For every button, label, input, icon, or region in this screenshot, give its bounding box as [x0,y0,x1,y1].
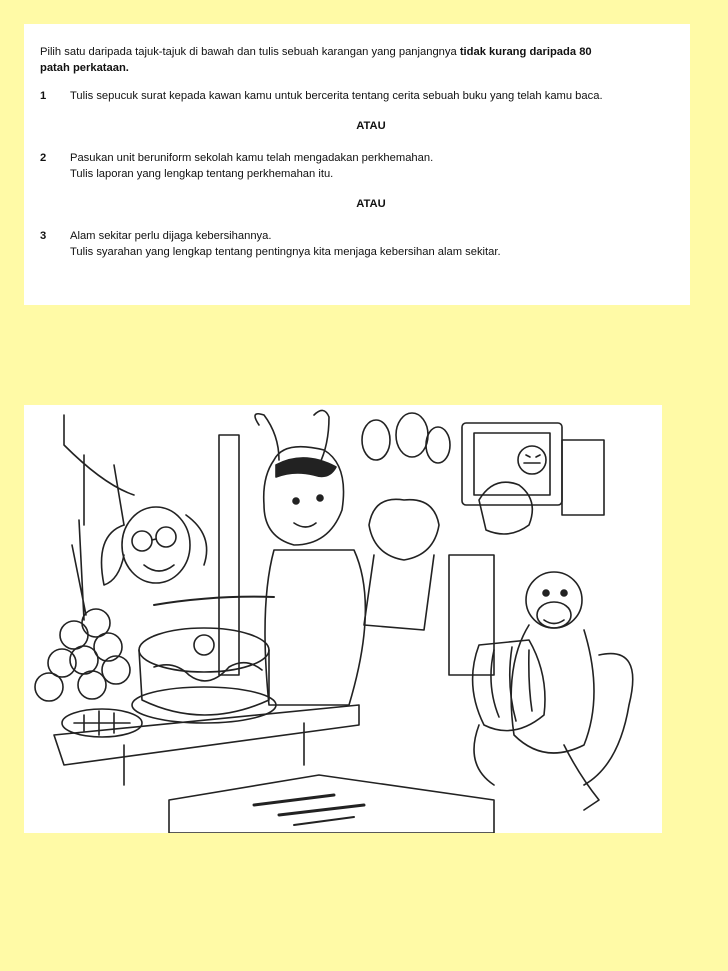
question-line: Alam sekitar perlu dijaga kebersihannya. [70,230,272,242]
glasses-right [156,527,176,547]
instructions-bold-1: tidak kurang daripada 80 [459,46,592,58]
question-2 [40,150,672,182]
question-line: Tulis syarahan yang lengkap tentang pentingnya kita menjaga kebersihan alam sekitar. [70,246,501,258]
rambutan [60,621,88,649]
question-number: 1 [40,90,47,102]
rabbit-body [265,550,365,705]
cat2-head [479,482,532,534]
speaker [562,440,604,515]
glasses-left [132,531,152,551]
banana-bunch [473,640,545,731]
cake-knife [154,597,274,605]
sofa [449,555,494,675]
question-line: Tulis laporan yang lengkap tentang perkhemahan itu. [70,168,334,180]
tv-screen [474,433,550,495]
illustration-panel [24,405,662,833]
question-line: Pasukan unit beruniform sekolah kamu telah mengadakan perkhemahan. [70,152,434,164]
tv-set [462,423,562,505]
hanging-fruit [362,420,390,460]
question-text: Tulis sepucuk surat kepada kawan kamu untuk bercerita tentang cerita sebuah buku yang telah kamu baca. [70,90,603,102]
line-art-illustration [24,405,662,833]
rabbit-ear-left [255,414,279,460]
exam-question-sheet [24,24,690,305]
instructions [40,44,672,76]
rambutan-stem [72,520,86,620]
separator-atau: ATAU [356,198,386,210]
cake-rose [194,635,214,655]
rabbit-mouth [294,523,316,527]
cat-head [369,499,439,560]
monkey-body [511,625,594,753]
pen [254,795,334,805]
rabbit-ear-right [314,410,329,465]
curtain-lines [64,415,134,525]
question-text [70,228,672,260]
monkey-head [526,572,582,628]
separator-atau: ATAU [356,120,386,132]
instructions-bold-2: patah perkataan. [40,62,129,74]
question-3 [40,228,672,260]
question-number: 2 [40,152,47,164]
instructions-text: Pilih satu daripada tajuk-tajuk di bawah dan tulis sebuah karangan yang panjangnya [40,46,460,58]
question-text [70,150,672,182]
tv-character-face [518,446,546,474]
question-1 [40,88,672,104]
rabbit-hair [276,458,336,477]
floor-box [169,775,494,833]
dog-mouth [144,565,174,571]
dog-ear-left [102,525,125,585]
cat-body [364,555,434,630]
question-number: 3 [40,230,47,242]
cake-body [139,650,269,715]
door-frame [219,435,239,675]
monkey-leg [474,725,494,785]
